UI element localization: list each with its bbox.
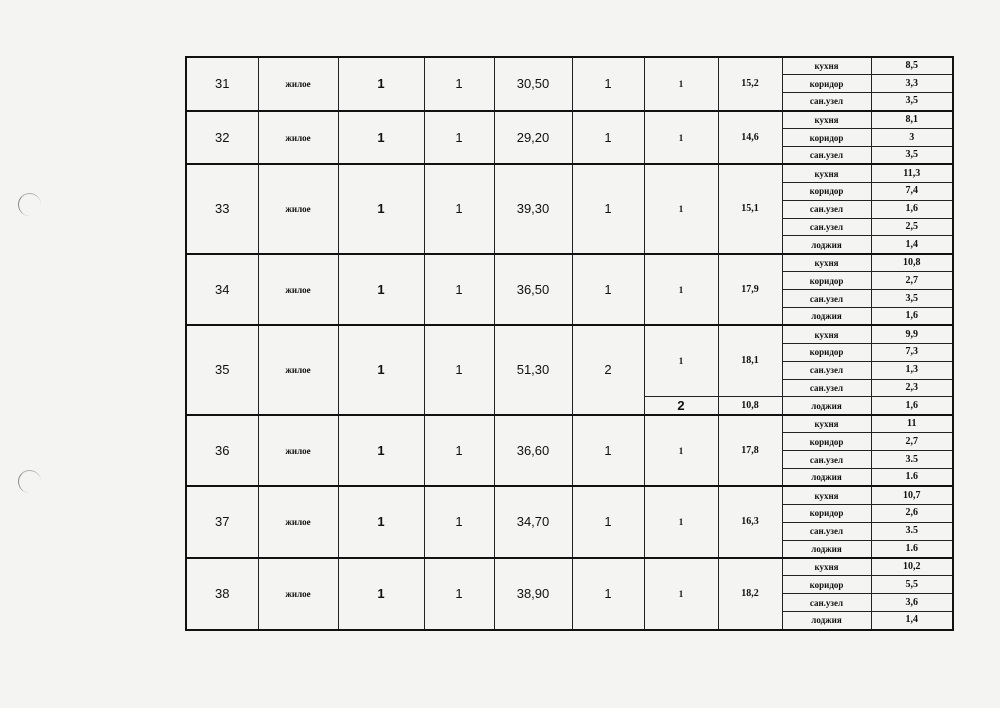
aux-room-area: 1,4 — [871, 236, 953, 254]
aux-room-name: лоджия — [782, 236, 871, 254]
total-area: 39,30 — [494, 164, 572, 253]
aux-room-area: 10,2 — [871, 558, 953, 576]
aux-room-name: кухня — [782, 57, 871, 75]
aux-room-area: 3,5 — [871, 290, 953, 308]
rooms-count: 1 — [572, 111, 644, 165]
aux-room-name: коридор — [782, 129, 871, 147]
aux-room-area: 1,3 — [871, 361, 953, 379]
aux-room-area: 10,7 — [871, 486, 953, 504]
table-row — [186, 254, 953, 272]
living-room-number: 1 — [644, 111, 718, 165]
aux-room-name: кухня — [782, 558, 871, 576]
living-room-number: 1 — [644, 164, 718, 253]
punch-hole-bottom — [18, 470, 41, 493]
aux-room-area: 1.6 — [871, 540, 953, 558]
living-room-area: 18,2 — [718, 558, 782, 630]
table-row — [186, 486, 953, 504]
apartment-number: 32 — [186, 111, 258, 165]
floor-value: 1 — [338, 415, 424, 487]
apartment-number: 37 — [186, 486, 258, 558]
aux-room-name: кухня — [782, 415, 871, 433]
aux-room-area: 2,3 — [871, 379, 953, 397]
aux-room-name: сан.узел — [782, 594, 871, 612]
apartments-table — [185, 56, 954, 631]
floor-value: 1 — [338, 57, 424, 111]
aux-room-name: коридор — [782, 576, 871, 594]
living-room-area: 18,1 — [718, 325, 782, 397]
aux-room-name: кухня — [782, 486, 871, 504]
count-value: 1 — [424, 486, 494, 558]
total-area: 36,50 — [494, 254, 572, 326]
living-room-area: 15,1 — [718, 164, 782, 253]
floor-value: 1 — [338, 254, 424, 326]
aux-room-area: 2,7 — [871, 272, 953, 290]
table-row — [186, 57, 953, 75]
living-room-number: 1 — [644, 57, 718, 111]
aux-room-name: сан.узел — [782, 200, 871, 218]
aux-room-area: 3 — [871, 129, 953, 147]
premises-type: жилое — [258, 164, 338, 253]
aux-room-area: 7,3 — [871, 343, 953, 361]
aux-room-name: сан.узел — [782, 361, 871, 379]
living-room-area: 17,9 — [718, 254, 782, 326]
table-row — [186, 325, 953, 343]
aux-room-area: 1,6 — [871, 397, 953, 415]
living-room-area: 15,2 — [718, 57, 782, 111]
aux-room-area: 1,6 — [871, 200, 953, 218]
aux-room-name: сан.узел — [782, 93, 871, 111]
rooms-count: 1 — [572, 254, 644, 326]
aux-room-name: кухня — [782, 325, 871, 343]
aux-room-name: коридор — [782, 504, 871, 522]
living-room-number: 1 — [644, 325, 718, 397]
living-room-number: 2 — [644, 397, 718, 415]
aux-room-name: лоджия — [782, 468, 871, 486]
aux-room-name: сан.узел — [782, 379, 871, 397]
total-area: 34,70 — [494, 486, 572, 558]
count-value: 1 — [424, 254, 494, 326]
aux-room-name: коридор — [782, 433, 871, 451]
rooms-count: 1 — [572, 558, 644, 630]
rooms-count: 1 — [572, 164, 644, 253]
aux-room-area: 3.5 — [871, 522, 953, 540]
premises-type: жилое — [258, 111, 338, 165]
aux-room-area: 8,5 — [871, 57, 953, 75]
premises-type: жилое — [258, 57, 338, 111]
aux-room-area: 2,6 — [871, 504, 953, 522]
table-row — [186, 415, 953, 433]
floor-value: 1 — [338, 164, 424, 253]
total-area: 36,60 — [494, 415, 572, 487]
aux-room-area: 3,5 — [871, 93, 953, 111]
total-area: 29,20 — [494, 111, 572, 165]
aux-room-area: 10,8 — [871, 254, 953, 272]
apartment-number: 34 — [186, 254, 258, 326]
aux-room-area: 7,4 — [871, 182, 953, 200]
aux-room-area: 11 — [871, 415, 953, 433]
living-room-number: 1 — [644, 254, 718, 326]
apartment-number: 31 — [186, 57, 258, 111]
floor-value: 1 — [338, 325, 424, 414]
apartment-number: 36 — [186, 415, 258, 487]
aux-room-name: сан.узел — [782, 218, 871, 236]
aux-room-name: коридор — [782, 75, 871, 93]
premises-type: жилое — [258, 486, 338, 558]
premises-type: жилое — [258, 325, 338, 414]
count-value: 1 — [424, 111, 494, 165]
aux-room-name: кухня — [782, 111, 871, 129]
aux-room-area: 3,3 — [871, 75, 953, 93]
aux-room-name: лоджия — [782, 612, 871, 630]
floor-value: 1 — [338, 111, 424, 165]
aux-room-name: сан.узел — [782, 451, 871, 469]
punch-hole-top — [18, 193, 41, 216]
living-room-area: 17,8 — [718, 415, 782, 487]
aux-room-name: коридор — [782, 182, 871, 200]
aux-room-area: 3,5 — [871, 146, 953, 164]
living-room-number: 1 — [644, 558, 718, 630]
aux-room-area: 5,5 — [871, 576, 953, 594]
aux-room-name: лоджия — [782, 397, 871, 415]
count-value: 1 — [424, 164, 494, 253]
aux-room-area: 1,4 — [871, 612, 953, 630]
living-room-area: 16,3 — [718, 486, 782, 558]
aux-room-name: лоджия — [782, 540, 871, 558]
aux-room-area: 2,5 — [871, 218, 953, 236]
apartments-table-body — [186, 57, 953, 630]
total-area: 51,30 — [494, 325, 572, 414]
premises-type: жилое — [258, 254, 338, 326]
aux-room-name: сан.узел — [782, 290, 871, 308]
rooms-count: 2 — [572, 325, 644, 414]
apartment-number: 38 — [186, 558, 258, 630]
living-room-number: 1 — [644, 486, 718, 558]
table-row — [186, 558, 953, 576]
aux-room-name: сан.узел — [782, 146, 871, 164]
aux-room-area: 1,6 — [871, 307, 953, 325]
table-row — [186, 111, 953, 129]
aux-room-area: 3.5 — [871, 451, 953, 469]
aux-room-area: 8,1 — [871, 111, 953, 129]
count-value: 1 — [424, 558, 494, 630]
count-value: 1 — [424, 325, 494, 414]
apartment-number: 33 — [186, 164, 258, 253]
aux-room-area: 3,6 — [871, 594, 953, 612]
aux-room-area: 1.6 — [871, 468, 953, 486]
aux-room-name: коридор — [782, 272, 871, 290]
rooms-count: 1 — [572, 57, 644, 111]
total-area: 38,90 — [494, 558, 572, 630]
total-area: 30,50 — [494, 57, 572, 111]
premises-type: жилое — [258, 558, 338, 630]
floor-value: 1 — [338, 558, 424, 630]
apartment-number: 35 — [186, 325, 258, 414]
premises-type: жилое — [258, 415, 338, 487]
table-row — [186, 164, 953, 182]
rooms-count: 1 — [572, 415, 644, 487]
living-room-area: 14,6 — [718, 111, 782, 165]
aux-room-name: сан.узел — [782, 522, 871, 540]
rooms-count: 1 — [572, 486, 644, 558]
aux-room-area: 9,9 — [871, 325, 953, 343]
aux-room-name: кухня — [782, 164, 871, 182]
aux-room-name: лоджия — [782, 307, 871, 325]
living-room-area: 10,8 — [718, 397, 782, 415]
aux-room-name: коридор — [782, 343, 871, 361]
aux-room-area: 2,7 — [871, 433, 953, 451]
count-value: 1 — [424, 57, 494, 111]
floor-value: 1 — [338, 486, 424, 558]
count-value: 1 — [424, 415, 494, 487]
aux-room-name: кухня — [782, 254, 871, 272]
aux-room-area: 11,3 — [871, 164, 953, 182]
living-room-number: 1 — [644, 415, 718, 487]
